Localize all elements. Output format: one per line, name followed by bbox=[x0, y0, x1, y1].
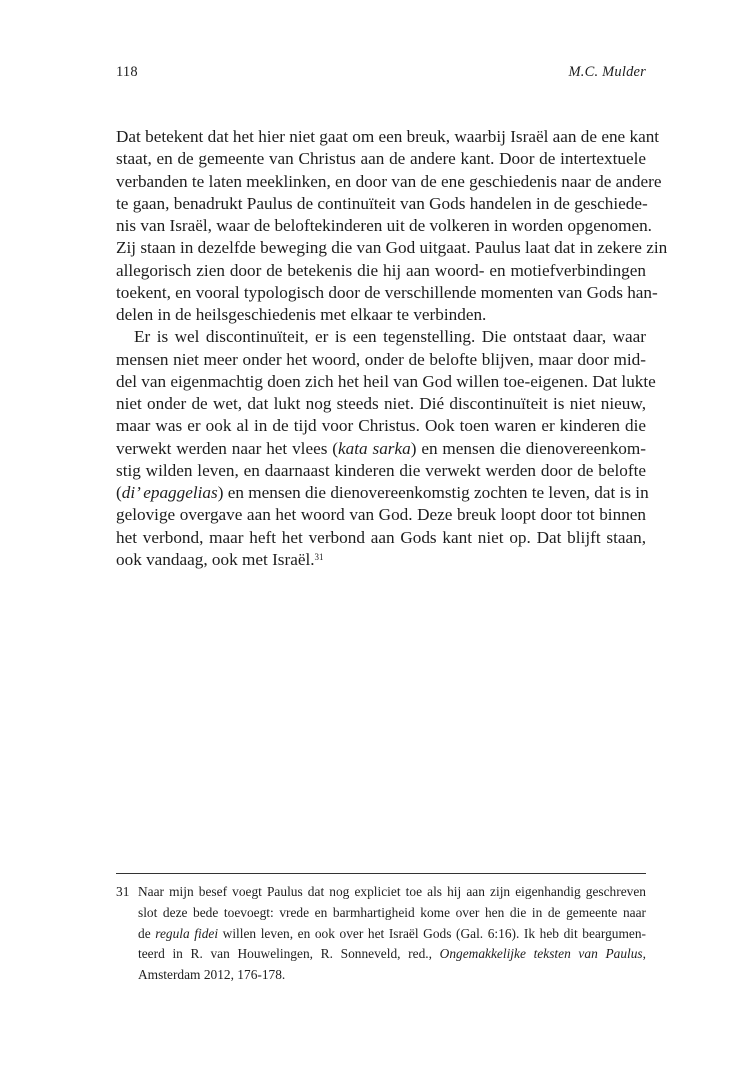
text-line: Dat betekent dat het hier niet gaat om een breuk, waarbij Israël aan de ene kant bbox=[116, 127, 660, 146]
footnote-divider bbox=[116, 873, 646, 874]
body-text bbox=[116, 126, 668, 571]
text-line: het verbond, maar heft het verbond aan Gods kant niet op. Dat blijft staan, bbox=[116, 527, 646, 547]
text-line: stig wilden leven, en daarnaast kinderen die verwekt werden door de belofte bbox=[116, 460, 646, 480]
text-line: maar was er ook al in de tijd voor Christus. Ook toen waren er kinderen die bbox=[116, 416, 646, 436]
text-line: te gaan, benadrukt Paulus de continuïteit van Gods handelen in de geschiede- bbox=[116, 193, 648, 213]
footnote-reference[interactable]: 31 bbox=[314, 551, 324, 562]
text-line: verbanden te laten meeklinken, en door van de ene geschiedenis naar de andere bbox=[116, 171, 662, 191]
footnote-line: Naar mijn besef voegt Paulus dat nog expliciet toe als hij aan zijn eigenhandig geschreven bbox=[138, 884, 646, 899]
footnote-body bbox=[138, 882, 646, 986]
text-line: Er is wel discontinuïteit, er is een tegenstelling. Die ontstaat daar, waar bbox=[134, 327, 646, 347]
text-line: nis van Israël, waar de beloftekinderen uit de volkeren in worden opgenomen. bbox=[116, 216, 652, 235]
italic-term: regula fidei bbox=[155, 925, 219, 941]
text-line: del van eigenmachtig doen zich het heil van God willen toe-eigenen. Dat lukte bbox=[116, 371, 656, 391]
text-line: staat, en de gemeente van Christus aan de andere kant. Door de intertextuele bbox=[116, 149, 646, 169]
paragraph-2 bbox=[116, 326, 656, 571]
footnote-line: Amsterdam 2012, 176-178. bbox=[138, 967, 286, 983]
text-line: (di’ epaggelias) en mensen die dienovereenkomstig zochten te leven, dat is in bbox=[116, 483, 649, 502]
text-line: mensen niet meer onder het woord, onder de belofte blijven, maar door mid- bbox=[116, 349, 646, 369]
text-line: niet onder de wet, dat lukt nog steeds niet. Dié discontinuïteit is niet nieuw, bbox=[116, 394, 646, 413]
paragraph-1 bbox=[116, 126, 668, 326]
text-line: toekent, en vooral typologisch door de verschillende momenten van Gods han- bbox=[116, 282, 658, 302]
footnote-line: slot deze bede toevoegt: vrede en barmhartigheid kome over hen die in de gemeente naar bbox=[138, 904, 646, 920]
footnote-number: 31 bbox=[116, 884, 130, 899]
footnote bbox=[116, 882, 646, 986]
running-head: M.C. Mulder bbox=[568, 64, 646, 80]
text-line: gelovige overgave aan het woord van God. Deze breuk loopt door tot binnen bbox=[116, 505, 646, 525]
text-line: Zij staan in dezelfde beweging die van God uitgaat. Paulus laat dat in zekere zin bbox=[116, 238, 668, 258]
page-number: 118 bbox=[116, 64, 138, 80]
text-line: delen in de heilsgeschiedenis met elkaar te verbinden. bbox=[116, 305, 487, 324]
text-line: ook vandaag, ook met Israël.$^{31}$ bbox=[116, 549, 324, 569]
italic-term: di’ epaggelias bbox=[121, 483, 218, 502]
italic-term: kata sarka bbox=[338, 438, 411, 458]
footnote-line: teerd in R. van Houwelingen, R. Sonneveld, red., Ongemakkelijke teksten van Paulus, bbox=[138, 946, 647, 962]
page-header bbox=[116, 64, 646, 84]
footnote-line: de regula fidei willen leven, en ook over het Israël Gods (Gal. 6:16). Ik heb dit beargumen- bbox=[138, 925, 646, 941]
italic-title: Ongemakkelijke teksten van Paulus bbox=[439, 946, 643, 962]
text-line: verwekt werden naar het vlees (kata sarka) en mensen die dienovereenkom- bbox=[116, 438, 646, 458]
text-line: allegorisch zien door de betekenis die hij aan woord- en motiefverbindingen bbox=[116, 260, 646, 280]
